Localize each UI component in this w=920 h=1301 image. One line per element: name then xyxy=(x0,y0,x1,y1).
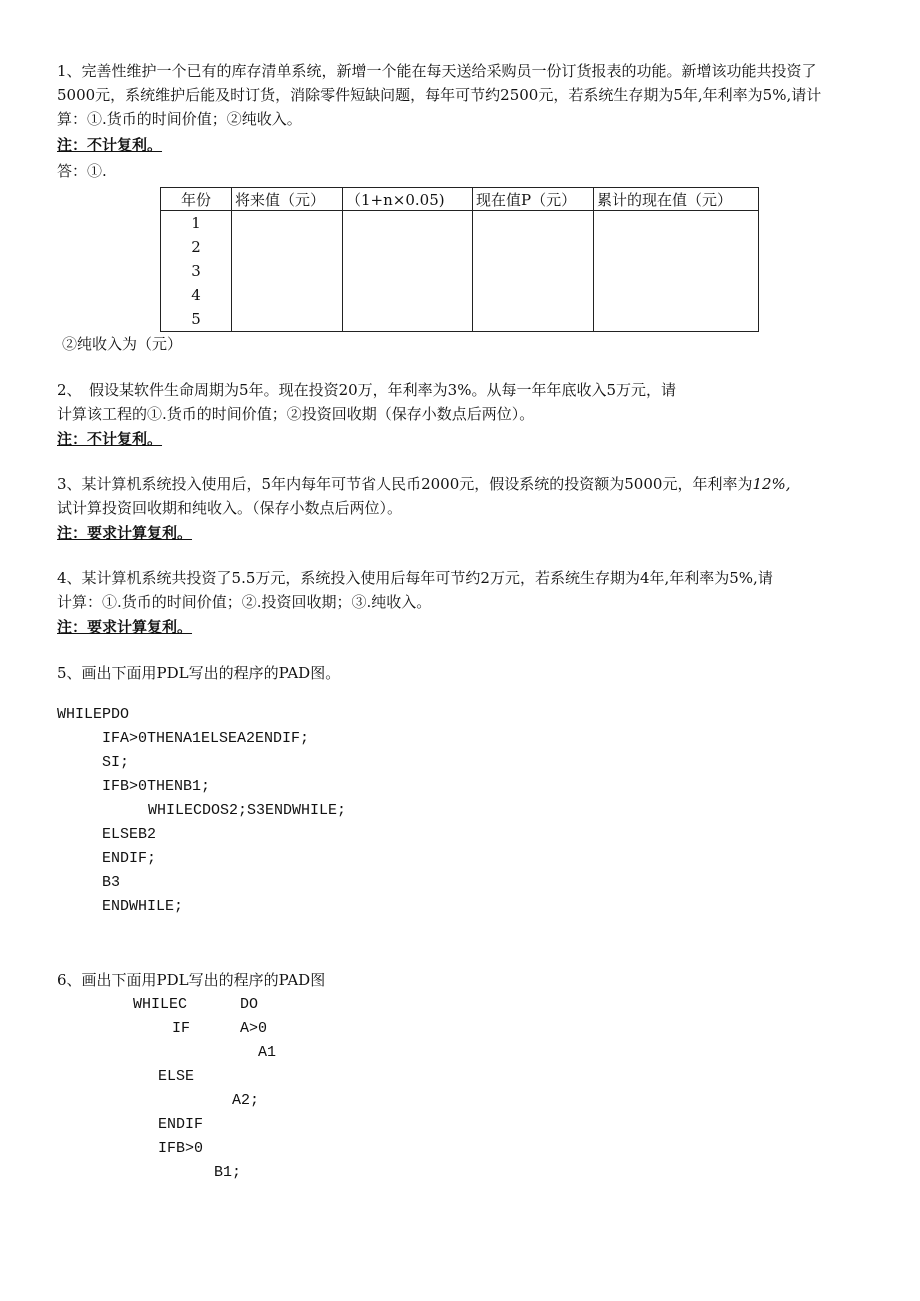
col-cumulative-present-value: 累计的现在值（元） xyxy=(594,188,759,211)
present-value-cell[interactable] xyxy=(473,211,594,332)
q3-text-line-1a: 3、某计算机系统投入使用后，5年内每年可节省人民币2000元，假设系统的投资额为5000元，年利率为 xyxy=(57,475,753,493)
q6-code-else: ELSE xyxy=(158,1068,195,1085)
q5-code-line-4: IFB>0THENB1; xyxy=(102,778,211,795)
col-discount-factor: （1+n×0.05) xyxy=(343,188,473,211)
q5-code-line-3: SI; xyxy=(102,754,130,771)
q3-text-line-2: 试计算投资回收期和纯收入。（保存小数点后两位）。 xyxy=(57,499,403,517)
q2-note: 注：不计复利。 xyxy=(57,430,163,448)
q6-code-cond: A>0 xyxy=(240,1020,268,1037)
q4-text-line-1: 4、某计算机系统共投资了5.5万元，系统投入使用后每年可节约2万元，若系统生存期为4年,年利率为5%,请 xyxy=(57,569,773,587)
q6-code-if: IF xyxy=(172,1020,191,1037)
col-year: 年份 xyxy=(161,188,232,211)
q2-text-line-2: 计算该工程的①.货币的时间价值；②投资回收期（保存小数点后两位）。 xyxy=(57,405,535,423)
table-header-row xyxy=(161,188,759,211)
q4-text-line-2: 计算：①.货币的时间价值；②.投资回收期；③.纯收入。 xyxy=(57,593,432,611)
q6-code-b1: B1; xyxy=(214,1164,242,1181)
q6-title: 6、画出下面用PDL写出的程序的PAD图 xyxy=(57,971,326,989)
discount-factor-cell[interactable] xyxy=(343,211,473,332)
q5-code-line-5: WHILECDOS2;S3ENDWHILE; xyxy=(148,802,347,819)
year-2: 2 xyxy=(191,238,201,256)
col-present-value: 现在值P（元） xyxy=(473,188,594,211)
q5-code-line-2: IFA>0THENA1ELSEA2ENDIF; xyxy=(102,730,310,747)
q4-note: 注：要求计算复利。 xyxy=(57,618,193,636)
q5-code-line-7: ENDIF; xyxy=(102,850,157,867)
q6-code-a2: A2; xyxy=(232,1092,260,1109)
future-value-cell[interactable] xyxy=(232,211,343,332)
table-body-row xyxy=(161,211,759,332)
q3-interest-rate: 12%, xyxy=(752,475,791,493)
q6-code-ifb: IFB>0 xyxy=(158,1140,204,1157)
q1-text-line-2: 5000元，系统维护后能及时订货，消除零件短缺问题，每年可节约2500元，若系统生存期为5年,年利率为5%,请计 xyxy=(57,86,822,104)
q5-code-line-9: ENDWHILE; xyxy=(102,898,184,915)
q5-title: 5、画出下面用PDL写出的程序的PAD图。 xyxy=(57,664,341,682)
year-4: 4 xyxy=(191,286,201,304)
q5-code-line-6: ELSEB2 xyxy=(102,826,157,843)
q6-code-a1: A1 xyxy=(258,1044,277,1061)
q1-net-income: ②纯收入为（元） xyxy=(62,335,183,353)
q6-code-do: DO xyxy=(240,996,259,1013)
q6-code-while: WHILEC xyxy=(133,996,188,1013)
year-1: 1 xyxy=(191,214,201,232)
q1-text-line-3: 算：①.货币的时间价值；②纯收入。 xyxy=(57,110,302,128)
q1-note: 注：不计复利。 xyxy=(57,136,163,154)
q3-text-line-1 xyxy=(57,474,791,494)
cumulative-present-value-cell[interactable] xyxy=(594,211,759,332)
col-future-value: 将来值（元） xyxy=(232,188,343,211)
q1-answer-label: 答：①. xyxy=(57,162,107,180)
year-cells xyxy=(161,211,232,332)
q5-code-line-8: B3 xyxy=(102,874,121,891)
q2-text-line-1: 2、 假设某软件生命周期为5年。现在投资20万，年利率为3%。从每一年年底收入5万元，请 xyxy=(57,381,677,399)
q5-code-line-1: WHILEPDO xyxy=(57,706,130,723)
q1-text-line-1: 1、完善性维护一个已有的库存清单系统，新增一个能在每天送给采购员一份订货报表的功能。新增该功能共投资了 xyxy=(57,62,817,80)
year-3: 3 xyxy=(191,262,201,280)
year-5: 5 xyxy=(191,310,201,328)
q3-note: 注：要求计算复利。 xyxy=(57,524,193,542)
q6-code-endif: ENDIF xyxy=(158,1116,204,1133)
present-value-table xyxy=(160,187,759,332)
